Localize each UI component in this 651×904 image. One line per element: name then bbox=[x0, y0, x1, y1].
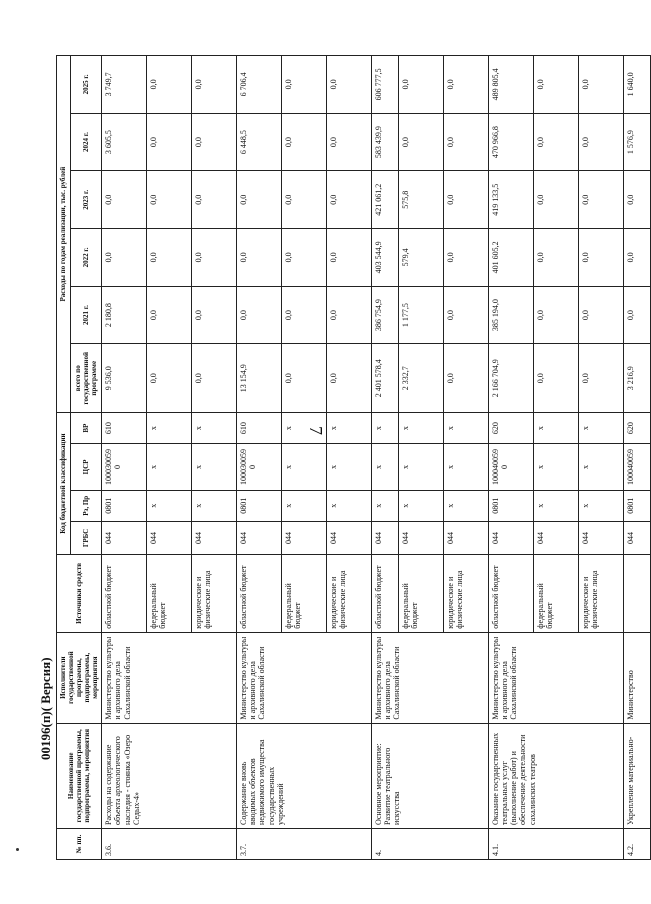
cell-vr: х bbox=[281, 413, 326, 444]
cell-vr: х bbox=[578, 413, 623, 444]
cell-grbs: 044 bbox=[147, 521, 192, 554]
cell-source: юридические и физические лица bbox=[326, 555, 371, 633]
cell-executor: Министерство культуры и архивного дела Сахалинской области bbox=[488, 632, 623, 723]
cell-y2025: 0,0 bbox=[147, 56, 192, 114]
cell-rzpr: х bbox=[578, 490, 623, 521]
cell-y2024: 0,0 bbox=[326, 113, 371, 171]
cell-grbs: 044 bbox=[578, 521, 623, 554]
cell-y2021: 386 754,9 bbox=[371, 286, 398, 344]
document-code: 00196(п)( Версия) bbox=[38, 657, 53, 760]
cell-executor: Министерство культуры и архивного дела Сахалинской области bbox=[371, 632, 488, 723]
header-budget-code: Код бюджетной классификации bbox=[57, 413, 71, 555]
cell-rzpr: х bbox=[399, 490, 444, 521]
cell-csr: х bbox=[281, 444, 326, 491]
cell-y2023: 0,0 bbox=[102, 171, 147, 229]
cell-source: федеральный бюджет bbox=[399, 555, 444, 633]
cell-y2024: 0,0 bbox=[147, 113, 192, 171]
cell-vr: 610 bbox=[237, 413, 282, 444]
cell-no: 3.6. bbox=[102, 828, 237, 859]
cell-y2023: 0,0 bbox=[578, 171, 623, 229]
cell-no: 4. bbox=[371, 828, 488, 859]
cell-csr: 1000300590 bbox=[102, 444, 147, 491]
cell-y2022: 0,0 bbox=[623, 229, 650, 287]
budget-table bbox=[56, 55, 651, 860]
header-executor: Исполнители государственной программы, подпрограммы, мероприятия bbox=[57, 632, 102, 723]
cell-name: Расходы на содержание объекта археологического наследия - стоянка «Озеро Седых-4» bbox=[102, 723, 237, 828]
cell-y2021: 0,0 bbox=[443, 286, 488, 344]
cell-y2022: 403 544,9 bbox=[371, 229, 398, 287]
cell-y2021: 385 194,0 bbox=[488, 286, 533, 344]
cell-csr: 1000300590 bbox=[237, 444, 282, 491]
cell-grbs: 044 bbox=[623, 521, 650, 554]
header-2021: 2021 г. bbox=[70, 286, 101, 344]
cell-y2022: 0,0 bbox=[578, 229, 623, 287]
cell-grbs: 044 bbox=[443, 521, 488, 554]
table-row bbox=[237, 56, 282, 860]
cell-executor: Министерство культуры и архивного дела Сахалинской области bbox=[237, 632, 372, 723]
cell-rzpr: х bbox=[192, 490, 237, 521]
cell-total: 0,0 bbox=[281, 344, 326, 413]
cell-name: Оказание государственных театральных услуг (выполнение работ) и обеспечение деятельности сахалинских театров bbox=[488, 723, 623, 828]
cell-source: областной бюджет bbox=[237, 555, 282, 633]
cell-y2025: 3 749,7 bbox=[102, 56, 147, 114]
header-2022: 2022 г. bbox=[70, 229, 101, 287]
cell-y2025: 0,0 bbox=[192, 56, 237, 114]
header-rzpr: Рз, Пр bbox=[70, 490, 101, 521]
cell-name: Содержание вновь вводимых объектов недвижимого имущества государственных учреждений bbox=[237, 723, 372, 828]
cell-grbs: 044 bbox=[192, 521, 237, 554]
cell-y2023: 419 133,5 bbox=[488, 171, 533, 229]
table-row bbox=[102, 56, 147, 860]
cell-total: 0,0 bbox=[578, 344, 623, 413]
cell-vr: х bbox=[443, 413, 488, 444]
cell-vr: х bbox=[192, 413, 237, 444]
cell-csr: х bbox=[192, 444, 237, 491]
cell-total: 0,0 bbox=[147, 344, 192, 413]
cell-grbs: 044 bbox=[237, 521, 282, 554]
cell-rzpr: х bbox=[533, 490, 578, 521]
cell-vr: х bbox=[399, 413, 444, 444]
cell-total: 0,0 bbox=[443, 344, 488, 413]
cell-y2023: 0,0 bbox=[326, 171, 371, 229]
header-grbs: ГРБС bbox=[70, 521, 101, 554]
cell-y2021: 0,0 bbox=[623, 286, 650, 344]
cell-csr: х bbox=[399, 444, 444, 491]
cell-y2022: 0,0 bbox=[192, 229, 237, 287]
cell-total: 3 216,9 bbox=[623, 344, 650, 413]
cell-y2025: 0,0 bbox=[399, 56, 444, 114]
cell-executor: Министерство культуры и архивного дела Сахалинской области bbox=[102, 632, 237, 723]
cell-y2024: 0,0 bbox=[192, 113, 237, 171]
cell-y2025: 489 805,4 bbox=[488, 56, 533, 114]
cell-y2024: 6 448,5 bbox=[237, 113, 282, 171]
header-csr: ЦСР bbox=[70, 444, 101, 491]
cell-csr: х bbox=[147, 444, 192, 491]
cell-csr: х bbox=[578, 444, 623, 491]
table-row bbox=[371, 56, 398, 860]
cell-y2023: 575,8 bbox=[399, 171, 444, 229]
header-total: всего по государственной программе bbox=[70, 344, 101, 413]
cell-source: федеральный бюджет bbox=[281, 555, 326, 633]
cell-y2021: 1 177,5 bbox=[399, 286, 444, 344]
header-expenses: Расходы по годам реализации, тыс. рублей bbox=[57, 56, 71, 413]
table-row bbox=[623, 56, 650, 860]
cell-total: 13 154,9 bbox=[237, 344, 282, 413]
cell-y2023: 0,0 bbox=[443, 171, 488, 229]
cell-csr: 1000400590 bbox=[488, 444, 533, 491]
cell-y2022: 0,0 bbox=[281, 229, 326, 287]
cell-y2022: 0,0 bbox=[237, 229, 282, 287]
header-vr: ВР bbox=[70, 413, 101, 444]
cell-y2022: 0,0 bbox=[533, 229, 578, 287]
cell-executor: Министерство bbox=[623, 632, 650, 723]
cell-total: 0,0 bbox=[326, 344, 371, 413]
cell-vr: х bbox=[371, 413, 398, 444]
table-row bbox=[488, 56, 533, 860]
cell-csr: х bbox=[443, 444, 488, 491]
cell-csr: 100040059 bbox=[623, 444, 650, 491]
cell-y2022: 0,0 bbox=[102, 229, 147, 287]
cell-rzpr: х bbox=[443, 490, 488, 521]
cell-y2021: 0,0 bbox=[326, 286, 371, 344]
cell-source: юридические и физические лица bbox=[578, 555, 623, 633]
cell-y2025: 0,0 bbox=[578, 56, 623, 114]
cell-grbs: 044 bbox=[399, 521, 444, 554]
header-2023: 2023 г. bbox=[70, 171, 101, 229]
cell-vr: х bbox=[326, 413, 371, 444]
cell-total: 9 536,0 bbox=[102, 344, 147, 413]
cell-y2023: 421 061,2 bbox=[371, 171, 398, 229]
cell-y2021: 0,0 bbox=[281, 286, 326, 344]
cell-csr: х bbox=[533, 444, 578, 491]
cell-y2023: 0,0 bbox=[192, 171, 237, 229]
cell-y2023: 0,0 bbox=[623, 171, 650, 229]
cell-y2021: 0,0 bbox=[533, 286, 578, 344]
cell-grbs: 044 bbox=[533, 521, 578, 554]
cell-total: 0,0 bbox=[533, 344, 578, 413]
cell-name: Основное мероприятие: Развитие театрального искусства bbox=[371, 723, 488, 828]
cell-y2021: 0,0 bbox=[578, 286, 623, 344]
header-no: № пп. bbox=[57, 828, 102, 859]
cell-y2025: 0,0 bbox=[533, 56, 578, 114]
cell-rzpr: х bbox=[326, 490, 371, 521]
cell-y2024: 0,0 bbox=[443, 113, 488, 171]
cell-y2023: 0,0 bbox=[533, 171, 578, 229]
header-2024: 2024 г. bbox=[70, 113, 101, 171]
cell-rzpr: х bbox=[147, 490, 192, 521]
cell-y2022: 0,0 bbox=[443, 229, 488, 287]
cell-total: 2 401 578,4 bbox=[371, 344, 398, 413]
cell-y2024: 0,0 bbox=[281, 113, 326, 171]
header-source: Источники средств bbox=[57, 555, 102, 633]
cell-csr: х bbox=[371, 444, 398, 491]
scan-speck bbox=[16, 848, 19, 851]
cell-y2022: 401 605,2 bbox=[488, 229, 533, 287]
cell-y2022: 0,0 bbox=[326, 229, 371, 287]
cell-y2024: 3 605,5 bbox=[102, 113, 147, 171]
page-number: 7 bbox=[306, 426, 326, 435]
cell-vr: х bbox=[533, 413, 578, 444]
cell-grbs: 044 bbox=[102, 521, 147, 554]
cell-y2023: 0,0 bbox=[281, 171, 326, 229]
cell-source: федеральный бюджет bbox=[533, 555, 578, 633]
cell-rzpr: х bbox=[371, 490, 398, 521]
cell-rzpr: х bbox=[281, 490, 326, 521]
cell-source: юридические и физические лица bbox=[192, 555, 237, 633]
cell-total: 2 166 704,9 bbox=[488, 344, 533, 413]
cell-y2021: 0,0 bbox=[147, 286, 192, 344]
cell-grbs: 044 bbox=[371, 521, 398, 554]
table-body bbox=[102, 56, 651, 860]
header-name: Наименование государственной программы, подпрограммы, мероприятия bbox=[57, 723, 102, 828]
cell-y2025: 0,0 bbox=[443, 56, 488, 114]
cell-y2025: 0,0 bbox=[281, 56, 326, 114]
cell-source bbox=[623, 555, 650, 633]
cell-vr: х bbox=[147, 413, 192, 444]
cell-source: юридические и физические лица bbox=[443, 555, 488, 633]
cell-y2025: 0,0 bbox=[326, 56, 371, 114]
cell-source: федеральный бюджет bbox=[147, 555, 192, 633]
cell-csr: х bbox=[326, 444, 371, 491]
cell-y2025: 6 706,4 bbox=[237, 56, 282, 114]
cell-rzpr: 0801 bbox=[237, 490, 282, 521]
cell-rzpr: 0801 bbox=[102, 490, 147, 521]
cell-no: 4.1. bbox=[488, 828, 623, 859]
cell-y2023: 0,0 bbox=[237, 171, 282, 229]
cell-vr: 620 bbox=[488, 413, 533, 444]
cell-y2024: 0,0 bbox=[399, 113, 444, 171]
cell-total: 2 332,7 bbox=[399, 344, 444, 413]
cell-rzpr: 0801 bbox=[488, 490, 533, 521]
cell-rzpr: 0801 bbox=[623, 490, 650, 521]
cell-y2021: 0,0 bbox=[237, 286, 282, 344]
cell-y2025: 1 640,0 bbox=[623, 56, 650, 114]
header-2025: 2025 г. bbox=[70, 56, 101, 114]
cell-y2021: 2 180,8 bbox=[102, 286, 147, 344]
cell-y2022: 0,0 bbox=[147, 229, 192, 287]
cell-y2024: 470 966,8 bbox=[488, 113, 533, 171]
cell-grbs: 044 bbox=[488, 521, 533, 554]
cell-y2024: 0,0 bbox=[578, 113, 623, 171]
cell-y2023: 0,0 bbox=[147, 171, 192, 229]
cell-total: 0,0 bbox=[192, 344, 237, 413]
cell-y2024: 1 576,9 bbox=[623, 113, 650, 171]
cell-name: Укрепление материально- bbox=[623, 723, 650, 828]
cell-vr: 620 bbox=[623, 413, 650, 444]
budget-table-wrapper bbox=[56, 55, 648, 860]
cell-no: 3.7. bbox=[237, 828, 372, 859]
cell-no: 4.2. bbox=[623, 828, 650, 859]
cell-y2022: 579,4 bbox=[399, 229, 444, 287]
cell-vr: 610 bbox=[102, 413, 147, 444]
cell-y2025: 606 777,5 bbox=[371, 56, 398, 114]
cell-grbs: 044 bbox=[281, 521, 326, 554]
cell-grbs: 044 bbox=[326, 521, 371, 554]
cell-source: областной бюджет bbox=[371, 555, 398, 633]
cell-y2021: 0,0 bbox=[192, 286, 237, 344]
cell-source: областной бюджет bbox=[102, 555, 147, 633]
cell-y2024: 583 439,9 bbox=[371, 113, 398, 171]
cell-y2024: 0,0 bbox=[533, 113, 578, 171]
cell-source: областной бюджет bbox=[488, 555, 533, 633]
